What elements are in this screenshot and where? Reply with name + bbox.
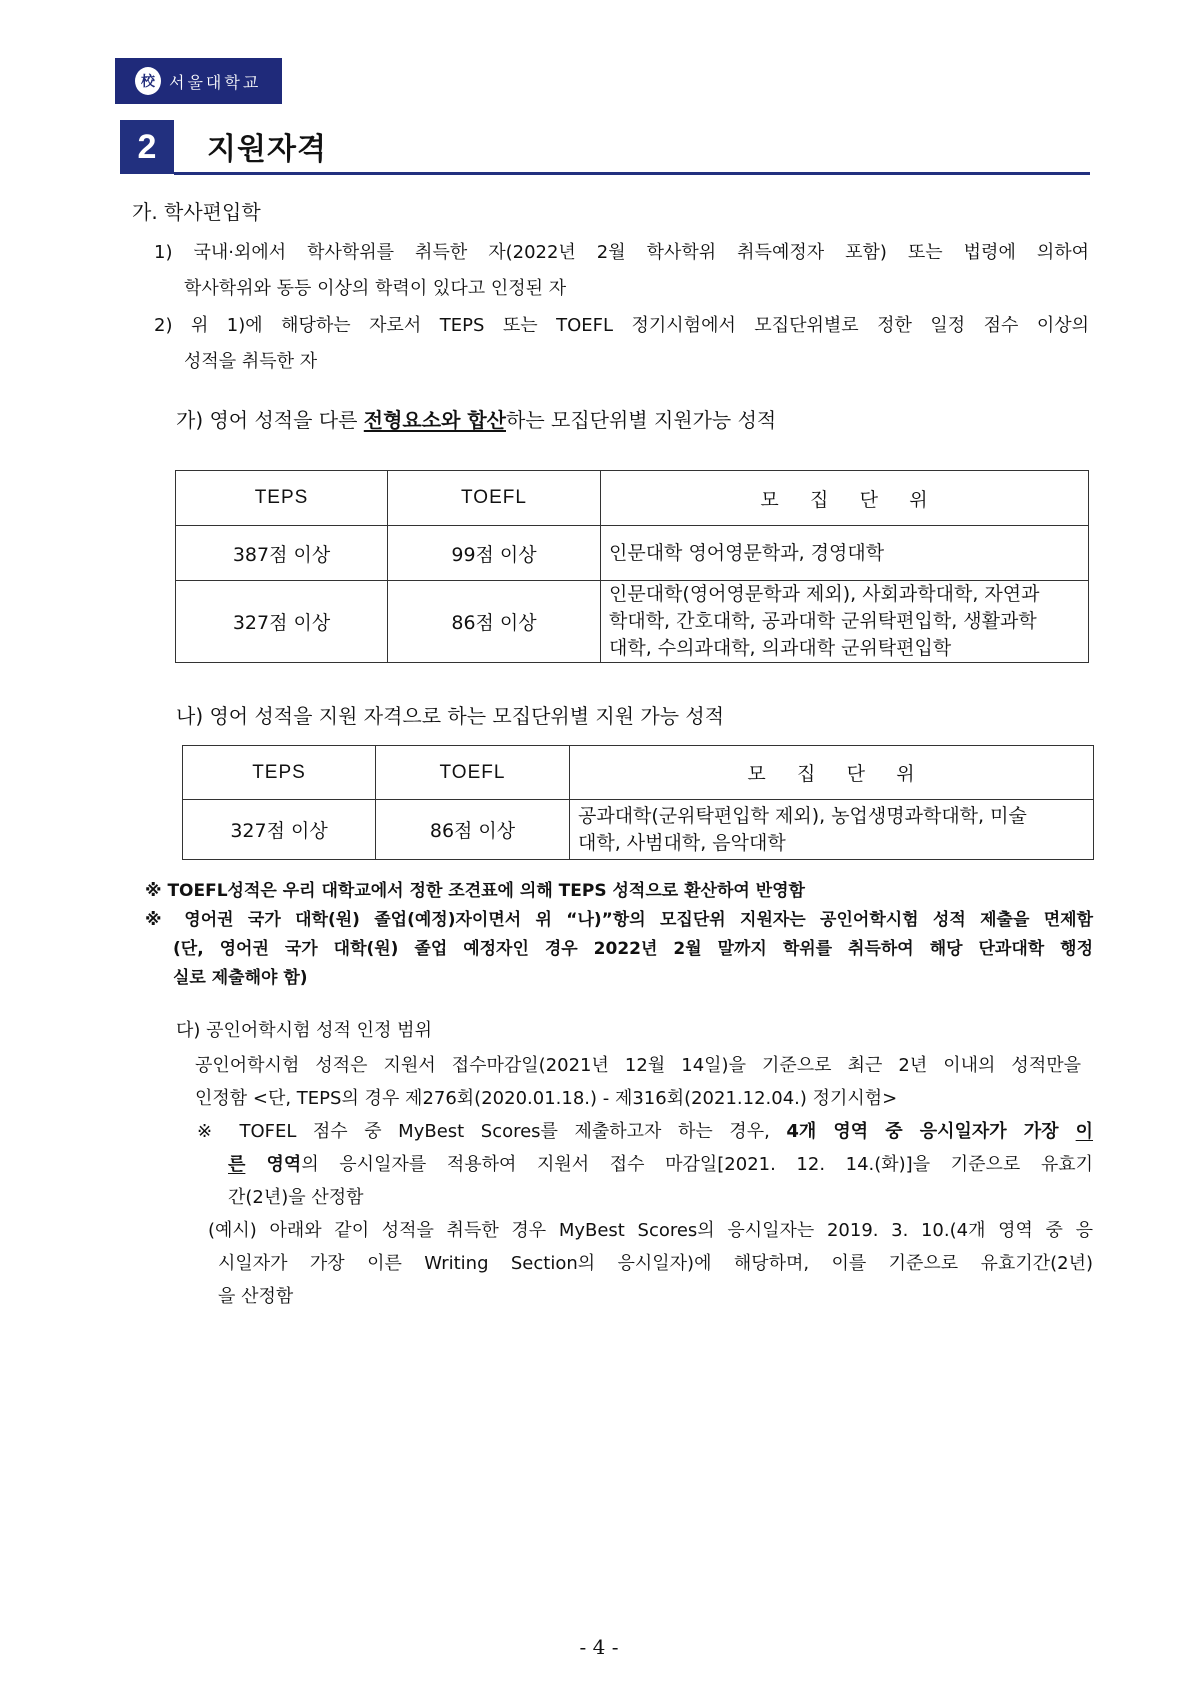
- subsection-title: 가. 학사편입학: [132, 200, 261, 224]
- table-row: [183, 800, 1094, 860]
- units-line: 인문대학(영어영문학과 제외), 사회과학대학, 자연과: [609, 583, 1040, 605]
- toefl-score: 86점 이상: [376, 800, 570, 860]
- tofel-note-underline: 른: [228, 1154, 246, 1175]
- units-line: 인문대학 영어영문학과, 경영대학: [609, 541, 885, 564]
- table-row: [176, 526, 1089, 581]
- section-number: 2: [120, 120, 174, 174]
- item2-line2: 성적을 취득한 자: [184, 351, 318, 372]
- teps-score: 327점 이상: [176, 581, 388, 663]
- emblem-icon: 校: [135, 67, 161, 95]
- score-table-qualification: [182, 745, 1094, 860]
- page-number: - 4 -: [579, 1635, 619, 1659]
- part-na-heading: 나) 영어 성적을 지원 자격으로 하는 모집단위별 지원 가능 성적: [176, 704, 725, 728]
- teps-score: 387점 이상: [176, 526, 388, 581]
- units-line: 공과대학(군위탁편입학 제외), 농업생명과학대학, 미술: [578, 804, 1027, 827]
- item2-line1: 2) 위 1)에 해당하는 자로서 TEPS 또는 TOEFL 정기시험에서 모집단위별로 정한 일정 점수 이상의: [154, 315, 1089, 336]
- logo-text: 서울대학교: [169, 72, 262, 92]
- part-ga-prefix: 가) 영어 성적을 다른: [176, 408, 364, 432]
- section-title: 지원자격: [207, 132, 327, 167]
- example-line1: (예시) 아래와 같이 성적을 취득한 경우 MyBest Scores의 응시일자는 2019. 3. 10.(4개 영역 중 응: [208, 1220, 1093, 1241]
- toefl-score: 86점 이상: [388, 581, 601, 663]
- recruit-units: [601, 581, 1089, 663]
- note-toefl-conversion: ※ TOEFL성적은 우리 대학교에서 정한 조견표에 의해 TEPS 성적으로 환산하여 반영함: [145, 881, 805, 901]
- example-line2: 시일자가 가장 이른 Writing Section의 응시일자)에 해당하며, 이를 기준으로 유효기간(2년): [218, 1253, 1093, 1274]
- section-divider: [174, 172, 1090, 175]
- recruit-units: [601, 526, 1089, 581]
- tofel-note-prefix: ※ TOFEL 점수 중 MyBest Scores를 제출하고자 하는 경우,: [197, 1121, 787, 1142]
- part-ga-suffix: 하는 모집단위별 지원가능 성적: [506, 408, 777, 432]
- header-teps: TEPS: [183, 746, 376, 800]
- part-da-para-line2: 인정함 <단, TEPS의 경우 제276회(2020.01.18.) - 제316회(2021.12.04.) 정기시험>: [195, 1088, 898, 1109]
- score-table-combined: [175, 470, 1089, 663]
- header-teps: TEPS: [176, 471, 388, 526]
- part-da-heading: 다) 공인어학시험 성적 인정 범위: [176, 1020, 432, 1041]
- table-header-row: [183, 746, 1094, 800]
- recruit-units: [570, 800, 1094, 860]
- header-units: 모 집 단 위: [570, 746, 1094, 800]
- header-toefl: TOEFL: [376, 746, 570, 800]
- header-units: 모 집 단 위: [601, 471, 1089, 526]
- tofel-note-underline: 이: [1075, 1121, 1094, 1142]
- tofel-note-line2: [228, 1150, 1093, 1176]
- tofel-note-bold: 영역: [245, 1154, 302, 1175]
- note-exemption-line3: 실로 제출해야 함): [173, 968, 308, 988]
- table-row: [176, 581, 1089, 663]
- part-ga-heading: [176, 404, 776, 433]
- tofel-note-line3: 간(2년)을 산정함: [228, 1187, 364, 1208]
- note-exemption-line2: (단, 영어권 국가 대학(원) 졸업 예정자인 경우 2022년 2월 말까지 학위를 취득하여 해당 단과대학 행정: [173, 939, 1093, 959]
- teps-score: 327점 이상: [183, 800, 376, 860]
- item1-line2: 학사학위와 동등 이상의 학력이 있다고 인정된 자: [184, 278, 567, 299]
- university-logo: [115, 58, 282, 104]
- tofel-note-line1: [197, 1117, 1093, 1143]
- part-ga-emphasis: 전형요소와 합산: [363, 408, 506, 432]
- item1-line1: 1) 국내·외에서 학사학위를 취득한 자(2022년 2월 학사학위 취득예정자 포함) 또는 법령에 의하여: [154, 242, 1089, 263]
- tofel-note-bold: 4개 영역 중 응시일자가 가장: [786, 1121, 1076, 1142]
- units-line: 대학, 사범대학, 음악대학: [578, 831, 786, 854]
- tofel-note-rest: 의 응시일자를 적용하여 지원서 접수 마감일[2021. 12. 14.(화)]을 기준으로 유효기: [301, 1154, 1093, 1175]
- units-line: 학대학, 간호대학, 공과대학 군위탁편입학, 생활과학: [609, 610, 1037, 632]
- note-exemption-line1: ※ 영어권 국가 대학(원) 졸업(예정)자이면서 위 “나)”항의 모집단위 지원자는 공인어학시험 성적 제출을 면제함: [145, 910, 1093, 930]
- example-line3: 을 산정함: [218, 1286, 294, 1307]
- part-da-para-line1: 공인어학시험 성적은 지원서 접수마감일(2021년 12월 14일)을 기준으로 최근 2년 이내의 성적만을: [195, 1055, 1081, 1076]
- table-header-row: [176, 471, 1089, 526]
- units-line: 대학, 수의과대학, 의과대학 군위탁편입학: [609, 637, 952, 659]
- toefl-score: 99점 이상: [388, 526, 601, 581]
- header-toefl: TOEFL: [388, 471, 601, 526]
